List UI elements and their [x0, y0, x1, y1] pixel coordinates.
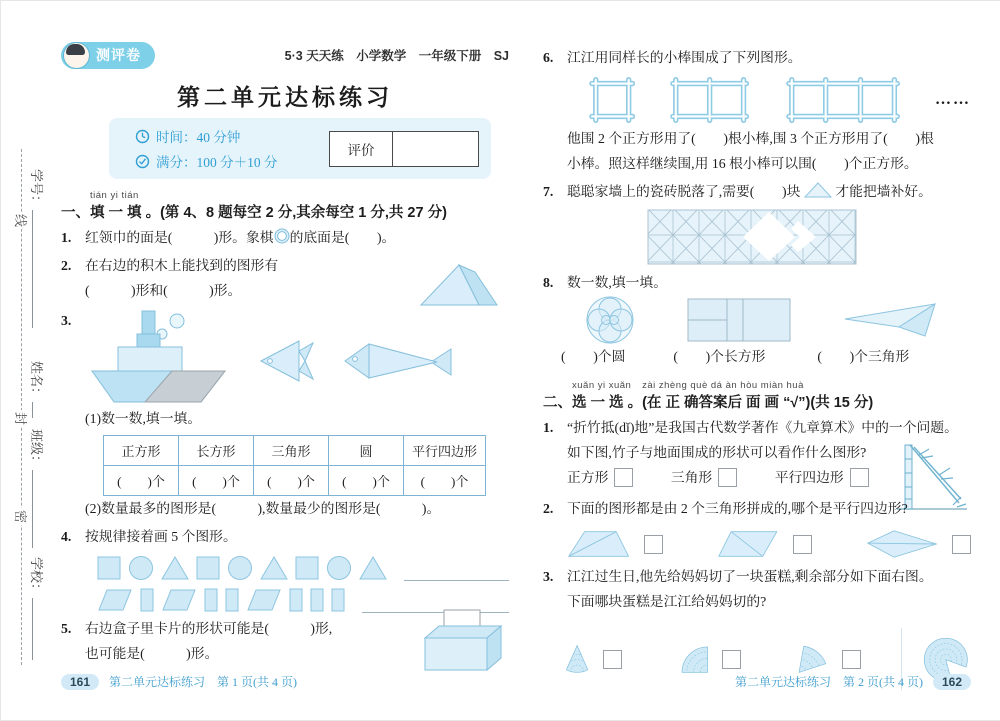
question-4-text: 按规律接着画 5 个图形。 — [85, 529, 237, 545]
paper-title: 第二单元达标练习 — [177, 85, 393, 110]
exam-info-box — [109, 118, 491, 179]
question-8: 8. 数一数,填一填。 — [543, 270, 971, 295]
stick-square-1 — [589, 76, 635, 124]
evaluation-blank-cell — [393, 132, 478, 166]
section2-question-2: 2. 下面的图形都是由 2 个三角形拼成的,哪个是平行四边形? — [543, 496, 971, 521]
square-shape — [97, 555, 121, 581]
table-answer-row — [104, 466, 486, 496]
s2q2-options — [567, 527, 971, 561]
square-shape — [295, 555, 319, 581]
mascot-avatar-icon — [63, 42, 90, 69]
evaluation-table — [329, 131, 479, 167]
divided-rectangle-figure — [687, 298, 791, 342]
check-circle-icon — [135, 154, 150, 169]
col-triangle: 三角形 — [254, 436, 329, 466]
badge-label: 测评卷 — [96, 47, 141, 63]
question-8-text: 数一数,填一填。 — [567, 275, 668, 290]
option-square: 正方形 — [567, 465, 633, 490]
s2q2-text: 下面的图形都是由 2 个三角形拼成的,哪个是平行四边形? — [567, 501, 908, 517]
page-number-badge: 162 — [933, 674, 971, 690]
shape-small-fish-figure — [259, 338, 315, 384]
page-number-badge: 161 — [61, 674, 99, 690]
answer-checkbox — [793, 535, 812, 554]
triangle-shape — [359, 555, 387, 581]
question-8-figures — [585, 295, 971, 345]
s2q1-text: “折竹抵(dǐ)地”是我国古代数学著作《九章算术》中的一个问题。 如下图,竹子与地面围成的形状可以看作什么图形? 正方形 三角形 平行四边形 — [567, 415, 971, 493]
footer-text: 第二单元达标练习 第 2 页(共 4 页) — [734, 675, 923, 689]
triangle-shape — [260, 555, 288, 581]
seal-char: 封 — [12, 410, 31, 427]
answer-checkbox — [952, 535, 971, 554]
question-1: 1. 红领巾的面是( )形。象棋 的底面是( )。 — [61, 225, 509, 250]
time-line — [135, 126, 278, 146]
col-parallelogram: 平行四边形 — [404, 436, 486, 466]
paper-plane-figure — [843, 301, 941, 339]
rect-shape — [140, 587, 154, 613]
trapezoid-split-figure — [567, 527, 630, 561]
s2q3-text: 江江过生日,他先给妈妈切了一块蛋糕,剩余部分如下面右图。 下面哪块蛋糕是江江给妈妈切的? — [567, 569, 933, 610]
rect-shape — [289, 587, 303, 613]
section2-question-3: 3. 江江过生日,他先给妈妈切了一块蛋糕,剩余部分如下面右图。 下面哪块蛋糕是江江给妈妈切的? — [543, 564, 971, 614]
rect-shape — [310, 587, 324, 613]
rect-shape — [225, 587, 239, 613]
blank-line — [32, 598, 45, 660]
pattern-row-1 — [97, 555, 509, 581]
answer-cell: ( )个 — [179, 466, 254, 496]
col-square: 正方形 — [104, 436, 179, 466]
parallelogram-shape — [246, 587, 282, 613]
question-3-sub1: (1)数一数,填一填。 — [85, 411, 202, 427]
student-id-field: 学号： — [28, 169, 47, 328]
blank-line — [32, 470, 45, 548]
question-8-blanks — [561, 345, 971, 369]
question-6-text: 江江用同样长的小棒围成了下列图形。 — [567, 50, 802, 65]
question-2: 2. 在右边的积木上能找到的图形有 ( )形和( )形。 — [61, 253, 509, 305]
answer-cell: ( )个 — [104, 466, 179, 496]
circle-shape — [227, 555, 253, 581]
answer-cell: ( )个 — [254, 466, 329, 496]
class-field: 班级： — [28, 429, 47, 548]
pinyin: tián yi tián — [90, 190, 139, 201]
question-7-text: 聪聪家墙上的瓷砖脱落了,需要( )块 才能把墙补好。 — [567, 184, 932, 199]
footer-text: 第二单元达标练习 第 1 页(共 4 页) — [109, 675, 298, 689]
section2-heading: 二、 xuǎn yi xuǎn 选 一 选 。 zài zhèng què dá àn hòu miàn huà (在 正 确答案后 面 画 “√”) (共 15 分) — [543, 380, 874, 412]
clock-icon — [135, 129, 150, 144]
answer-checkbox — [722, 650, 741, 669]
score-text: 满分：100 分＋10 分 — [156, 155, 278, 170]
question-5: 5. 右边盒子里卡片的形状可能是( )形, 也可能是( )形。 — [61, 616, 509, 674]
page-left — [61, 39, 509, 674]
rect-shape — [204, 587, 218, 613]
stick-square-3 — [785, 76, 901, 124]
blank-line — [32, 210, 45, 328]
answer-cell: ( )个 — [329, 466, 404, 496]
question-3: 3. — [61, 308, 509, 406]
chess-piece-icon — [274, 228, 290, 244]
circle-shape — [326, 555, 352, 581]
col-circle: 圆 — [329, 436, 404, 466]
triangle-count-blank: ( )个三角形 — [817, 349, 910, 364]
rect-shape — [331, 587, 345, 613]
edition-text: 5·3 天天练 小学数学 一年级下册 SJ — [284, 49, 509, 63]
question-6-line1: 他围 2 个正方形用了( )根小棒,围 3 个正方形用了( )根 — [567, 131, 934, 146]
stick-squares-row — [589, 76, 971, 124]
question-4: 4. 按规律接着画 5 个图形。 — [61, 524, 509, 549]
parallelogram-shape — [97, 587, 133, 613]
footer-right — [543, 673, 971, 690]
col-rectangle: 长方形 — [179, 436, 254, 466]
circle-count-blank: ( )个圆 — [561, 349, 626, 364]
score-line — [135, 151, 278, 171]
question-3-figures — [85, 308, 509, 406]
option-parallelogram: 平行四边形 — [775, 465, 869, 490]
tile-wall-figure — [647, 208, 859, 266]
shape-ship-figure — [85, 308, 233, 406]
kite-split-figure — [866, 527, 938, 561]
blank-line — [32, 402, 45, 418]
seal-char: 线 — [12, 212, 31, 229]
footer-left — [61, 673, 297, 690]
page-right — [543, 39, 971, 696]
stick-square-2 — [669, 76, 750, 124]
table-header-row — [104, 436, 486, 466]
section2-question-1: 1. “折竹抵(dǐ)地”是我国古代数学著作《九章算术》中的一个问题。 如下图,竹子与地面围成的形状可以看作什么图形? 正方形 三角形 平行四边形 — [543, 415, 971, 493]
name-field: 姓名： — [28, 361, 47, 418]
parallelogram-shape — [161, 587, 197, 613]
shape-count-table — [103, 435, 486, 496]
triangle-shape — [161, 555, 189, 581]
question-5-text: 右边盒子里卡片的形状可能是( )形, 也可能是( )形。 — [85, 621, 333, 662]
answer-checkbox — [718, 468, 737, 487]
pinyin: xuǎn yi xuǎn — [572, 380, 632, 391]
question-6-line2: 小棒。照这样继续围,用 16 根小棒可以围( )个正方形。 — [567, 156, 918, 171]
question-2-text: 在右边的积木上能找到的图形有 ( )形和( )形。 — [85, 258, 279, 299]
question-6: 6. 江江用同样长的小棒围成了下列图形。 — [543, 45, 971, 70]
circle-shape — [128, 555, 154, 581]
answer-cell: ( )个 — [404, 466, 486, 496]
answer-blank-line — [404, 556, 509, 581]
answer-checkbox — [603, 650, 622, 669]
shape-big-fish-figure — [341, 340, 453, 382]
school-field: 学校： — [28, 557, 47, 660]
triangle-icon — [804, 182, 832, 198]
section1-heading: 一、 tián yi tián 填 一 填 。 (第 4、8 题每空 2 分,其余每空 1 分,共 27 分) — [61, 190, 447, 222]
question-3-sub2: (2)数量最多的图形是( ),数量最少的图形是( )。 — [85, 501, 441, 517]
parallelogram-split-figure — [717, 527, 779, 561]
evaluation-label: 评价 — [330, 132, 393, 166]
answer-checkbox — [850, 468, 869, 487]
rectangle-count-blank: ( )个长方形 — [673, 349, 766, 364]
question-7: 7. 聪聪家墙上的瓷砖脱落了,需要( )块 才能把墙补好。 — [543, 179, 971, 204]
question-1-text: 红领巾的面是( )形。象棋 的底面是( )。 — [85, 230, 396, 246]
square-shape — [196, 555, 220, 581]
time-text: 时间：40 分钟 — [156, 130, 241, 145]
option-triangle: 三角形 — [671, 465, 737, 490]
block-prism-figure — [417, 259, 501, 311]
answer-checkbox — [842, 650, 861, 669]
test-paper-badge — [61, 42, 155, 69]
pinyin: zài zhèng què dá àn hòu miàn huà — [642, 380, 804, 391]
circles-flower-figure — [585, 295, 635, 345]
ellipsis-dots: …… — [934, 91, 971, 108]
page-header — [61, 39, 509, 71]
seal-char: 密 — [12, 508, 31, 525]
answer-checkbox — [644, 535, 663, 554]
card-box-figure — [413, 608, 505, 672]
answer-checkbox — [614, 468, 633, 487]
